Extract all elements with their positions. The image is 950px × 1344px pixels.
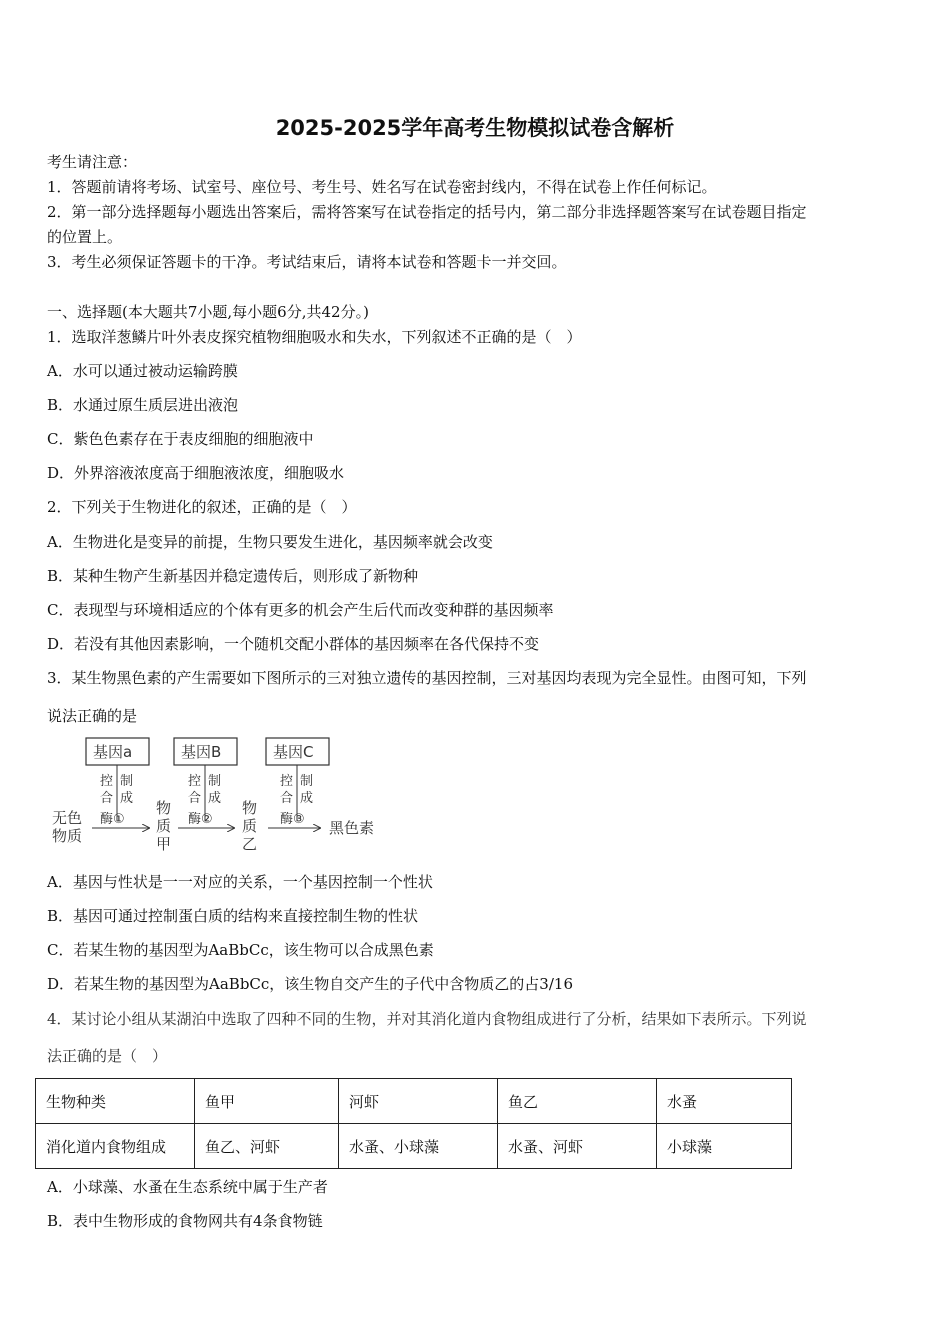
- table-cell: 水蚤、小球藻: [339, 1124, 498, 1169]
- table-row: [36, 1124, 792, 1169]
- control-char-2b: 制: [208, 774, 222, 789]
- q2-option-c: C．表现型与环境相适应的个体有更多的机会产生后代而改变种群的基因频率: [47, 601, 554, 619]
- table-cell: 河虾: [339, 1079, 498, 1124]
- make-char-2a: 合: [188, 791, 202, 806]
- table-cell: 水蚤、河虾: [498, 1124, 657, 1169]
- q2-option-a: A．生物进化是变异的前提，生物只要发生进化，基因频率就会改变: [47, 533, 493, 551]
- substance-jia-3: 甲: [156, 835, 172, 853]
- notice-item-2: 2．第一部分选择题每小题选出答案后，需将答案写在试卷指定的括号内，第二部分非选择题答案写在试卷题目指定: [47, 203, 807, 221]
- notice-heading: 考生请注意：: [47, 153, 138, 171]
- section-heading: 一、选择题(本大题共7小题,每小题6分,共42分。): [47, 303, 369, 321]
- q4-option-a: A．小球藻、水蚤在生态系统中属于生产者: [47, 1178, 328, 1196]
- notice-item-3: 3．考生必须保证答题卡的干净。考试结束后，请将本试卷和答题卡一并交回。: [47, 253, 567, 271]
- gene-c-label: 基因C: [273, 743, 314, 761]
- table-cell: 生物种类: [36, 1079, 195, 1124]
- control-char-1b: 制: [120, 774, 134, 789]
- control-char-3a: 控: [280, 774, 294, 789]
- q1-option-b: B．水通过原生质层进出液泡: [47, 396, 239, 414]
- gene-pathway-diagram: [50, 735, 390, 855]
- enzyme-2-label: 酶②: [188, 812, 213, 827]
- q3-option-b: B．基因可通过控制蛋白质的结构来直接控制生物的性状: [47, 907, 419, 925]
- notice-item-1: 1．答题前请将考场、试室号、座位号、考生号、姓名写在试卷密封线内，不得在试卷上作任何标记。: [47, 178, 717, 196]
- substance-jia-2: 质: [156, 817, 172, 835]
- q3-option-d: D．若某生物的基因型为AaBbCc，该生物自交产生的子代中含物质乙的占3/16: [47, 975, 573, 993]
- q4-stem-line2: 法正确的是（ ）: [47, 1047, 168, 1065]
- make-char-3b: 成: [300, 791, 314, 806]
- table-cell: 水蚤: [657, 1079, 792, 1124]
- q3-option-c: C．若某生物的基因型为AaBbCc，该生物可以合成黑色素: [47, 941, 434, 959]
- make-char-2b: 成: [208, 791, 222, 806]
- enzyme-1-label: 酶①: [100, 812, 125, 827]
- table-cell: 鱼乙: [498, 1079, 657, 1124]
- substance-yi-2: 质: [242, 817, 258, 835]
- q4-option-b: B．表中生物形成的食物网共有4条食物链: [47, 1212, 323, 1230]
- table-header-row: [36, 1079, 792, 1124]
- control-char-3b: 制: [300, 774, 314, 789]
- food-composition-table: [35, 1078, 792, 1169]
- q3-stem-line2: 说法正确的是: [47, 707, 138, 725]
- q1-option-a: A．水可以通过被动运输跨膜: [47, 362, 238, 380]
- make-char-1a: 合: [100, 791, 114, 806]
- table-cell: 小球藻: [657, 1124, 792, 1169]
- q3-stem-line1: 3．某生物黑色素的产生需要如下图所示的三对独立遗传的基因控制，三对基因均表现为完全显性。由图可知，下列: [47, 669, 807, 687]
- q2-option-d: D．若没有其他因素影响，一个随机交配小群体的基因频率在各代保持不变: [47, 635, 540, 653]
- substance-yi-1: 物: [242, 799, 258, 817]
- colorless-substance-line1: 无色: [52, 809, 83, 827]
- page-title: 2025-2025学年高考生物模拟试卷含解析: [275, 116, 675, 140]
- table-cell: 鱼甲: [195, 1079, 339, 1124]
- melanin-label: 黑色素: [329, 819, 375, 837]
- control-char-1a: 控: [100, 774, 114, 789]
- q1-option-d: D．外界溶液浓度高于细胞液浓度，细胞吸水: [47, 464, 345, 482]
- q4-stem-line1: 4．某讨论小组从某湖泊中选取了四种不同的生物，并对其消化道内食物组成进行了分析，结果如下表所示。下列说: [47, 1010, 807, 1028]
- q1-stem: 1．选取洋葱鳞片叶外表皮探究植物细胞吸水和失水，下列叙述不正确的是（ ）: [47, 328, 582, 346]
- table-cell: 消化道内食物组成: [36, 1124, 195, 1169]
- table-cell: 鱼乙、河虾: [195, 1124, 339, 1169]
- q2-option-b: B．某种生物产生新基因并稳定遗传后，则形成了新物种: [47, 567, 419, 585]
- notice-item-2-cont: 的位置上。: [47, 228, 123, 246]
- substance-jia-1: 物: [156, 799, 172, 817]
- q1-option-c: C．紫色色素存在于表皮细胞的细胞液中: [47, 430, 314, 448]
- substance-yi-3: 乙: [242, 835, 258, 853]
- make-char-1b: 成: [120, 791, 134, 806]
- enzyme-3-label: 酶③: [280, 812, 305, 827]
- gene-b-label: 基因B: [181, 743, 222, 761]
- q2-stem: 2．下列关于生物进化的叙述，正确的是（ ）: [47, 498, 357, 516]
- colorless-substance-line2: 物质: [52, 827, 83, 845]
- gene-a-label: 基因a: [93, 743, 133, 761]
- make-char-3a: 合: [280, 791, 294, 806]
- q3-option-a: A．基因与性状是一一对应的关系，一个基因控制一个性状: [47, 873, 433, 891]
- control-char-2a: 控: [188, 774, 202, 789]
